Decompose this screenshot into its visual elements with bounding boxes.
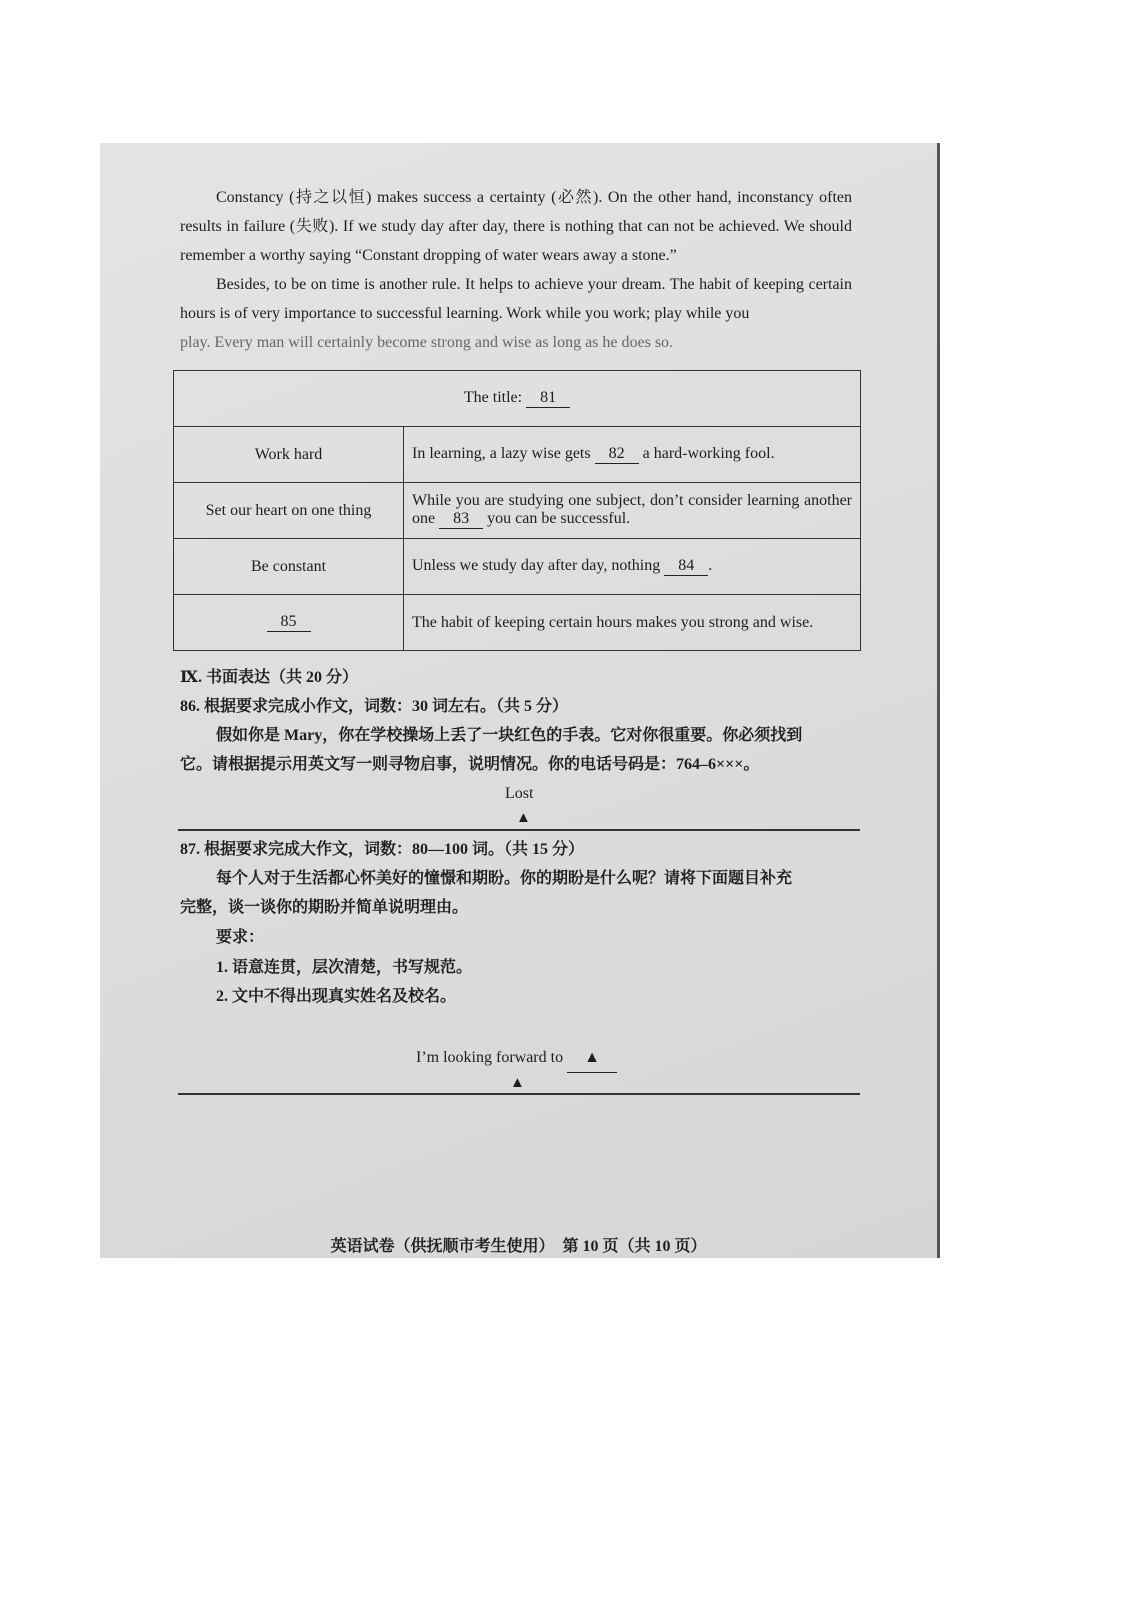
blank-85: 85 xyxy=(267,613,311,632)
row-heading: Work hard xyxy=(174,427,404,483)
answer-line xyxy=(178,1093,860,1095)
q86-text-1: 假如你是 Mary，你在学校操场上丢了一块红色的手表。它对你很重要。你必须找到 xyxy=(216,727,803,744)
q87-title-blank: ▲ xyxy=(567,1043,617,1073)
blank-84: 84 xyxy=(664,557,708,576)
row-text-end: you can be successful. xyxy=(487,510,631,527)
exam-page xyxy=(100,143,940,1258)
q87-text-1: 每个人对于生活都心怀美好的憧憬和期盼。你的期盼是什么呢？请将下面题目补充 xyxy=(216,870,793,887)
q87-title xyxy=(416,1043,617,1073)
row-text: In learning, a lazy wise gets xyxy=(412,445,591,462)
table-row xyxy=(174,539,861,595)
q86-text-2: 它。请根据提示用英文写一则寻物启事，说明情况。你的电话号码是：764–6×××。 xyxy=(180,756,760,773)
passage-paragraph-1: Constancy (持之以恒) makes success a certainty (必然). On the other hand, inconstancy often results in failure (失败). If we study day after day, there is nothing that can not be achieved. We should remember a worthy saying “Constant dropping of water wears away a stone.” xyxy=(180,189,852,264)
row-heading: Be constant xyxy=(174,539,404,595)
section-heading: Ⅸ. 书面表达（共 20 分） xyxy=(180,669,359,686)
row-text: Unless we study day after day, nothing xyxy=(412,557,661,574)
blank-82: 82 xyxy=(595,445,639,464)
triangle-marker: ▲ xyxy=(510,1075,525,1091)
row-text-end: a hard-working fool. xyxy=(642,445,775,462)
summary-table xyxy=(173,370,861,651)
question-87: 87. 根据要求完成大作文，词数：80—100 词。（共 15 分） xyxy=(180,841,585,858)
title-label: The title: xyxy=(463,389,523,406)
question-86: 86. 根据要求完成小作文，词数：30 词左右。（共 5 分） xyxy=(180,698,569,715)
table-row xyxy=(174,483,861,539)
page-footer: 英语试卷（供抚顺市考生使用） 第 10 页（共 10 页） xyxy=(330,1238,707,1255)
row-text: The habit of keeping certain hours makes you strong and wise. xyxy=(404,595,861,651)
row-text: While you are studying one subject, don’t consider learning another one xyxy=(412,492,852,527)
row-heading: Set our heart on one thing xyxy=(174,483,404,539)
blank-83: 83 xyxy=(439,510,483,529)
table-row xyxy=(174,427,861,483)
triangle-marker: ▲ xyxy=(516,810,531,826)
q87-title-text: I’m looking forward to xyxy=(416,1049,564,1066)
passage-paragraph-2-end: play. Every man will certainly become strong and wise as long as he does so. xyxy=(180,334,674,351)
table-row xyxy=(174,595,861,651)
table-title-row xyxy=(174,371,861,427)
requirements-label: 要求： xyxy=(216,929,265,946)
row-text-end: . xyxy=(708,557,713,574)
requirement-2: 2. 文中不得出现真实姓名及校名。 xyxy=(216,988,457,1005)
requirement-1: 1. 语意连贯，层次清楚，书写规范。 xyxy=(216,959,473,976)
q86-title: Lost xyxy=(505,785,534,802)
q87-text-2: 完整，谈一谈你的期盼并简单说明理由。 xyxy=(180,899,469,916)
answer-line xyxy=(178,829,860,831)
passage-paragraph-2: Besides, to be on time is another rule. It helps to achieve your dream. The habit of keeping certain hours is of very importance to successful learning. Work while you work; play while you xyxy=(180,276,852,322)
blank-81: 81 xyxy=(526,389,570,408)
